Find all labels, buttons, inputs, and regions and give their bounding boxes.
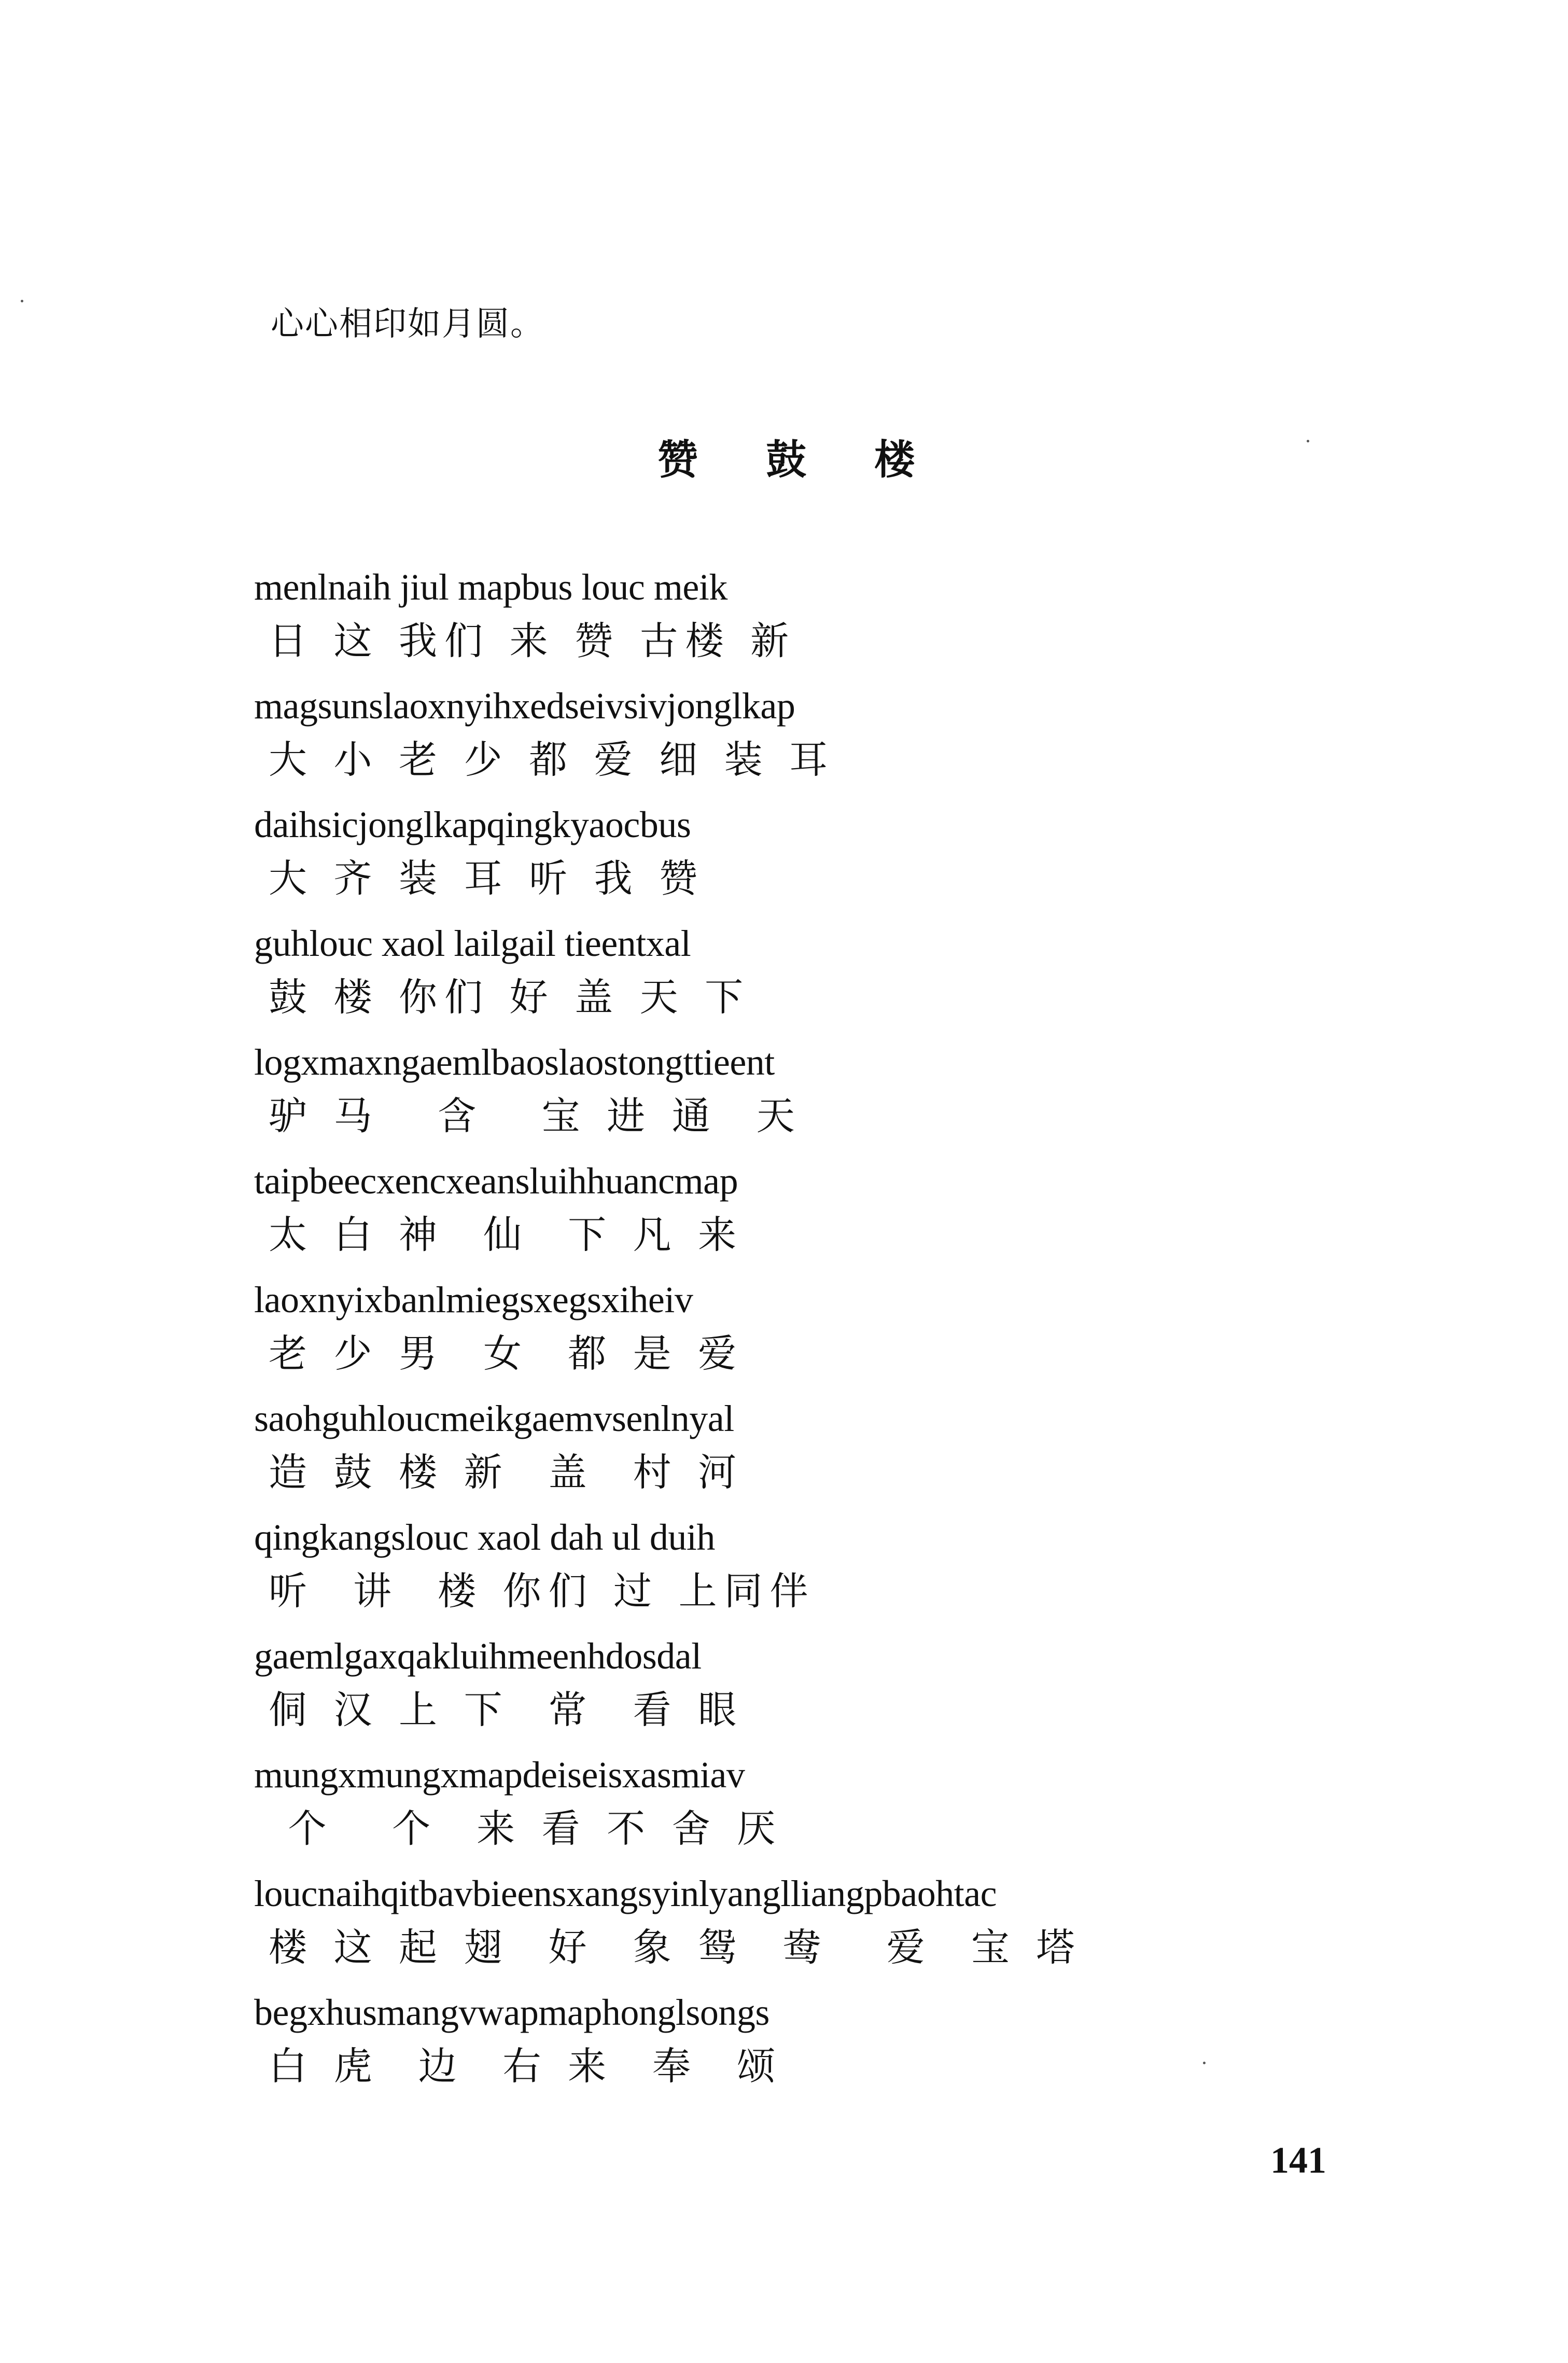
verse-pair	[254, 1397, 1291, 1516]
verse-pair	[254, 684, 1291, 803]
verse-pair	[254, 1516, 1291, 1634]
verse-pair	[254, 1991, 1291, 2109]
opening-line: 心心相印如月圆。	[271, 305, 544, 343]
verse-pair	[254, 922, 1291, 1040]
verse-pair	[254, 1872, 1291, 1991]
poem-title: 赞 鼓 楼	[657, 437, 942, 483]
romanized-line: logxmaxngaemlbaoslaostongttieent	[254, 1041, 775, 1083]
romanized-line: gaemlgaxqakluihmeenhdosdal	[254, 1635, 702, 1677]
print-speck	[21, 300, 23, 302]
chinese-gloss: 楼 这 起 翅 好 象 鸳 鸯 爱 宝 塔	[269, 1925, 1082, 1970]
romanized-line: mungxmungxmapdeiseisxasmiav	[254, 1754, 745, 1796]
romanized-line: begxhusmangvwapmaphonglsongs	[254, 1992, 769, 2033]
verse-pair	[254, 1753, 1291, 1872]
romanized-line: laoxnyixbanlmiegsxegsxiheiv	[254, 1279, 693, 1320]
chinese-gloss: 侗 汉 上 下 常 看 眼	[269, 1688, 744, 1732]
romanized-line: saohguhloucmeikgaemvsenlnyal	[254, 1398, 734, 1439]
chinese-gloss: 鼓 楼 你们 好 盖 天 下	[269, 975, 751, 1020]
verse-pair	[254, 1040, 1291, 1159]
romanized-line: magsunslaoxnyihxedseivsivjonglkap	[254, 685, 795, 727]
chinese-gloss: 日 这 我们 来 赞 古楼 新	[269, 619, 796, 663]
romanized-line: taipbeecxencxeansluihhuancmap	[254, 1160, 738, 1202]
verse-pair	[254, 1159, 1291, 1278]
romanized-line: menlnaih jiul mapbus louc meik	[254, 566, 727, 608]
romanized-line: qingkangslouc xaol dah ul duih	[254, 1517, 715, 1558]
romanized-line: guhlouc xaol lailgail tieentxal	[254, 923, 691, 964]
poem-body	[254, 565, 1291, 2109]
chinese-gloss: 听 讲 楼 你们 过 上同伴	[269, 1569, 816, 1614]
romanized-line: daihsicjonglkapqingkyaocbus	[254, 804, 691, 845]
romanized-line: loucnaihqitbavbieensxangsyinlyanglliangpbaohtac	[254, 1873, 997, 1914]
chinese-gloss: 驴 马 含 宝 进 通 天	[269, 1094, 802, 1138]
chinese-gloss: 大 齐 装 耳 听 我 赞	[269, 856, 705, 901]
verse-pair	[254, 1634, 1291, 1753]
chinese-gloss: 太 白 神 仙 下 凡 来	[269, 1213, 744, 1257]
verse-pair	[254, 565, 1291, 684]
chinese-gloss: 造 鼓 楼 新 盖 村 河	[269, 1450, 744, 1495]
chinese-gloss: 老 少 男 女 都 是 爱	[269, 1331, 744, 1376]
verse-pair	[254, 1278, 1291, 1397]
print-speck	[1307, 440, 1309, 442]
verse-pair	[254, 803, 1291, 922]
page-number: 141	[1270, 2139, 1326, 2181]
chinese-gloss: 个 个 来 看 不 舍 厌	[269, 1806, 783, 1851]
chinese-gloss: 白 虎 边 右 来 奉 颂	[269, 2044, 783, 2089]
chinese-gloss: 大 小 老 少 都 爱 细 装 耳	[269, 738, 835, 782]
